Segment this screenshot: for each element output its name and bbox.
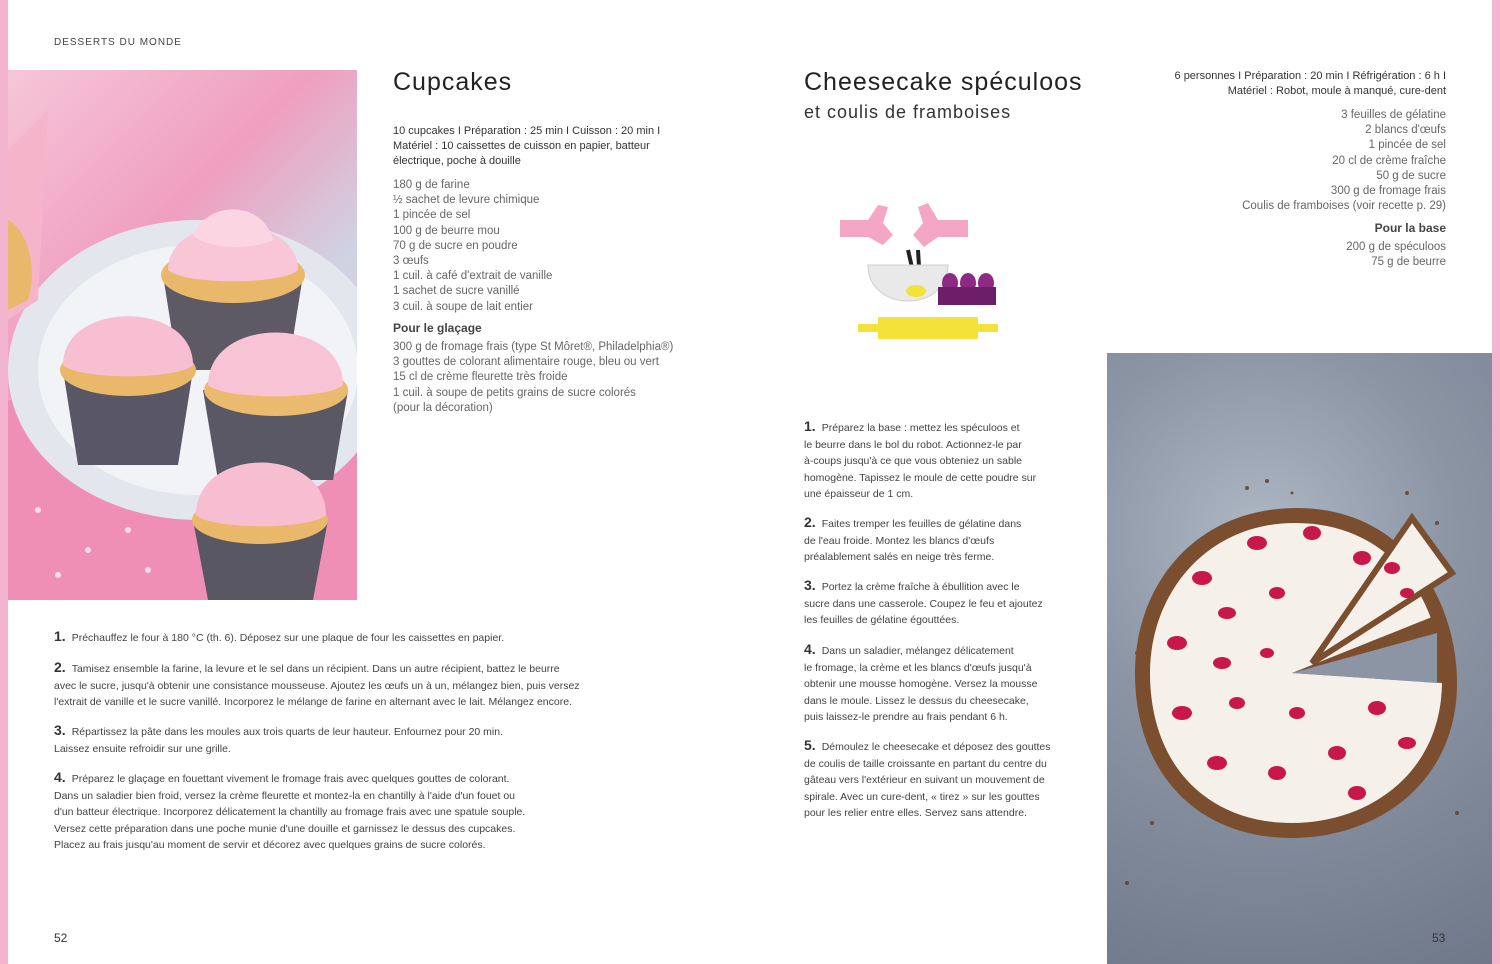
ingredient: 300 g de fromage frais bbox=[1330, 185, 1446, 198]
step-number: 4. bbox=[54, 769, 66, 785]
yolk-icon bbox=[906, 285, 926, 297]
cheesecake-step-1 bbox=[804, 418, 1036, 503]
step-line: de coulis de taille croissante en partant du centre du bbox=[804, 757, 1047, 770]
meta-line: Matériel : Robot, moule à manqué, cure-dent bbox=[1227, 85, 1446, 97]
cupcakes-step-2 bbox=[54, 659, 580, 711]
ingredient: 1 sachet de sucre vanillé bbox=[393, 285, 520, 298]
ingredient: 75 g de beurre bbox=[1371, 256, 1446, 269]
ingredient: 1 pincée de sel bbox=[393, 209, 471, 222]
ingredient: 3 gouttes de colorant alimentaire rouge, bleu ou vert bbox=[393, 356, 659, 369]
running-head: DESSERTS DU MONDE bbox=[54, 37, 182, 48]
cheesecake-photo bbox=[1107, 353, 1492, 964]
ingredient: 3 œufs bbox=[393, 255, 429, 268]
step-line: gâteau vers l'extérieur en suivant un mouvement de bbox=[804, 774, 1045, 787]
step-line: spirale. Avec un cure-dent, « tirez » sur les gouttes bbox=[804, 790, 1040, 803]
cheesecake-step-3 bbox=[804, 577, 1043, 629]
meta-line: 6 personnes I Préparation : 20 min I Réfrigération : 6 h I bbox=[1174, 70, 1446, 82]
step-line: dans le moule. Lissez le dessus du cheesecake, bbox=[804, 694, 1029, 707]
cupcakes-title: Cupcakes bbox=[393, 68, 513, 96]
step-line: puis laissez-le prendre au frais pendant 6 h. bbox=[804, 711, 1008, 724]
cheesecake-subtitle: et coulis de framboises bbox=[804, 102, 1012, 122]
step-number: 2. bbox=[804, 514, 816, 530]
cupcakes-step-4 bbox=[54, 769, 525, 854]
ingredient: 100 g de beurre mou bbox=[393, 224, 500, 237]
cupcakes-step-3 bbox=[54, 722, 503, 757]
step-line: Préparez le glaçage en fouettant vivement le fromage frais avec quelques gouttes de colorant. bbox=[71, 773, 510, 785]
ingredient: 2 blancs d'œufs bbox=[1365, 124, 1446, 137]
glacage-ingredients bbox=[393, 340, 673, 416]
cupcakes-step-1 bbox=[54, 628, 504, 647]
step-line: Portez la crème fraîche à ébullition avec le bbox=[821, 581, 1020, 593]
ingredient: 1 pincée de sel bbox=[1368, 139, 1446, 152]
ingredient: 50 g de sucre bbox=[1376, 169, 1446, 182]
step-number: 4. bbox=[804, 641, 816, 657]
egg-cracking-illustration bbox=[838, 195, 1003, 345]
step-line: Dans un saladier, mélangez délicatement bbox=[821, 645, 1014, 657]
ingredient: 3 cuil. à soupe de lait entier bbox=[393, 300, 534, 313]
step-line: sucre dans une casserole. Coupez le feu et ajoutez bbox=[804, 597, 1043, 610]
base-heading: Pour la base bbox=[1374, 221, 1446, 235]
step-line: Tamisez ensemble la farine, la levure et le sel dans un récipient. Dans un autre récipient, battez le beurre bbox=[71, 663, 560, 675]
ingredient: 1 cuil. à café d'extrait de vanille bbox=[393, 270, 553, 283]
step-line: Laissez ensuite refroidir sur une grille. bbox=[54, 742, 231, 755]
egg-carton-icon bbox=[938, 273, 996, 305]
mixing-bowl-icon bbox=[868, 265, 948, 301]
glacage-heading: Pour le glaçage bbox=[393, 321, 482, 335]
step-line: à-coups jusqu'à ce que vous obteniez un sable bbox=[804, 455, 1022, 468]
cheesecake-ingredients bbox=[1146, 108, 1446, 214]
step-line: Faites tremper les feuilles de gélatine dans bbox=[821, 518, 1022, 530]
step-line: Démoulez le cheesecake et déposez des gouttes bbox=[821, 741, 1051, 753]
cheesecake-step-5 bbox=[804, 737, 1051, 822]
step-line: pour les relier entre elles. Servez sans attendre. bbox=[804, 807, 1027, 820]
page-edge-right bbox=[1492, 0, 1500, 964]
step-line: obtenir une mousse homogène. Versez la mousse bbox=[804, 678, 1038, 691]
step-line: Versez cette préparation dans une poche munie d'une douille et garnissez le dessus des cupcakes. bbox=[54, 822, 516, 835]
cheesecake-step-4 bbox=[804, 641, 1037, 726]
step-number: 1. bbox=[54, 628, 66, 644]
ingredient: 15 cl de crème fleurette très froide bbox=[393, 371, 568, 384]
page-number-right: 53 bbox=[1432, 931, 1446, 945]
meta-line: 10 cupcakes I Préparation : 25 min I Cuisson : 20 min I bbox=[393, 125, 661, 137]
page-edge-left bbox=[0, 0, 8, 964]
ingredient: 1 cuil. à soupe de petits grains de sucre colorés bbox=[393, 386, 636, 399]
step-number: 2. bbox=[54, 659, 66, 675]
step-line: les feuilles de gélatine égouttées. bbox=[804, 614, 960, 627]
ingredient: 180 g de farine bbox=[393, 179, 470, 191]
step-number: 3. bbox=[54, 722, 66, 738]
step-number: 3. bbox=[804, 577, 816, 593]
rolling-pin-icon bbox=[858, 317, 998, 339]
cupcakes-illustration bbox=[8, 70, 357, 600]
ingredient: 200 g de spéculoos bbox=[1346, 241, 1446, 253]
cupcakes-ingredients bbox=[393, 178, 552, 315]
step-number: 5. bbox=[804, 737, 816, 753]
page-number-left: 52 bbox=[54, 931, 68, 945]
step-line: avec le sucre, jusqu'à obtenir une consistance mousseuse. Ajoutez les œufs un à un, mélangez bien, puis versez bbox=[54, 679, 580, 692]
cheesecake-title: Cheesecake spéculoos bbox=[804, 68, 1083, 96]
step-line: de l'eau froide. Montez les blancs d'œufs bbox=[804, 534, 995, 547]
meta-line: Matériel : 10 caissettes de cuisson en papier, batteur bbox=[393, 140, 650, 152]
ingredient: Coulis de framboises (voir recette p. 29) bbox=[1242, 200, 1446, 213]
step-line: l'extrait de vanille et le sucre vanillé. Incorporez le mélange de farine en alternant avec le lait. Mélangez encore. bbox=[54, 696, 572, 709]
base-ingredients bbox=[1246, 240, 1446, 270]
cupcakes-photo bbox=[8, 70, 357, 600]
step-number: 1. bbox=[804, 418, 816, 434]
step-line: Dans un saladier bien froid, versez la crème fleurette et montez-la en chantilly à l'aide d'un fouet ou bbox=[54, 789, 516, 802]
step-line: Préchauffez le four à 180 °C (th. 6). Déposez sur une plaque de four les caissettes en papier. bbox=[71, 632, 505, 644]
left-hand-icon bbox=[840, 205, 893, 245]
step-line: d'un batteur électrique. Incorporez délicatement la chantilly au fromage frais avec une spatule souple. bbox=[54, 806, 526, 819]
step-line: le beurre dans le bol du robot. Actionnez-le par bbox=[804, 438, 1022, 451]
step-line: préalablement salés en neige très ferme. bbox=[804, 551, 995, 564]
right-hand-icon bbox=[913, 203, 968, 247]
ingredient: (pour la décoration) bbox=[393, 401, 493, 414]
ingredient: ½ sachet de levure chimique bbox=[393, 194, 540, 207]
step-line: homogène. Tapissez le moule de cette poudre sur bbox=[804, 471, 1037, 484]
cheesecake-illustration bbox=[1107, 353, 1492, 964]
step-line: le fromage, la crème et les blancs d'œufs jusqu'à bbox=[804, 661, 1032, 674]
ingredient: 3 feuilles de gélatine bbox=[1341, 109, 1446, 121]
ingredient: 300 g de fromage frais (type St Môret®, Philadelphia®) bbox=[393, 341, 674, 353]
cupcakes-meta bbox=[393, 124, 713, 169]
cheesecake-step-2 bbox=[804, 514, 1021, 566]
ingredient: 70 g de sucre en poudre bbox=[393, 239, 518, 252]
cheesecake-meta bbox=[1106, 69, 1446, 99]
step-line: Préparez la base : mettez les spéculoos et bbox=[821, 422, 1020, 434]
step-line: une épaisseur de 1 cm. bbox=[804, 488, 914, 501]
step-line: Répartissez la pâte dans les moules aux trois quarts de leur hauteur. Enfournez pour 20 min. bbox=[71, 726, 504, 738]
ingredient: 20 cl de crème fraîche bbox=[1332, 154, 1446, 167]
meta-line: électrique, poche à douille bbox=[393, 155, 521, 167]
step-line: Placez au frais jusqu'au moment de servir et décorez avec quelques grains de sucre colorés. bbox=[54, 839, 486, 852]
